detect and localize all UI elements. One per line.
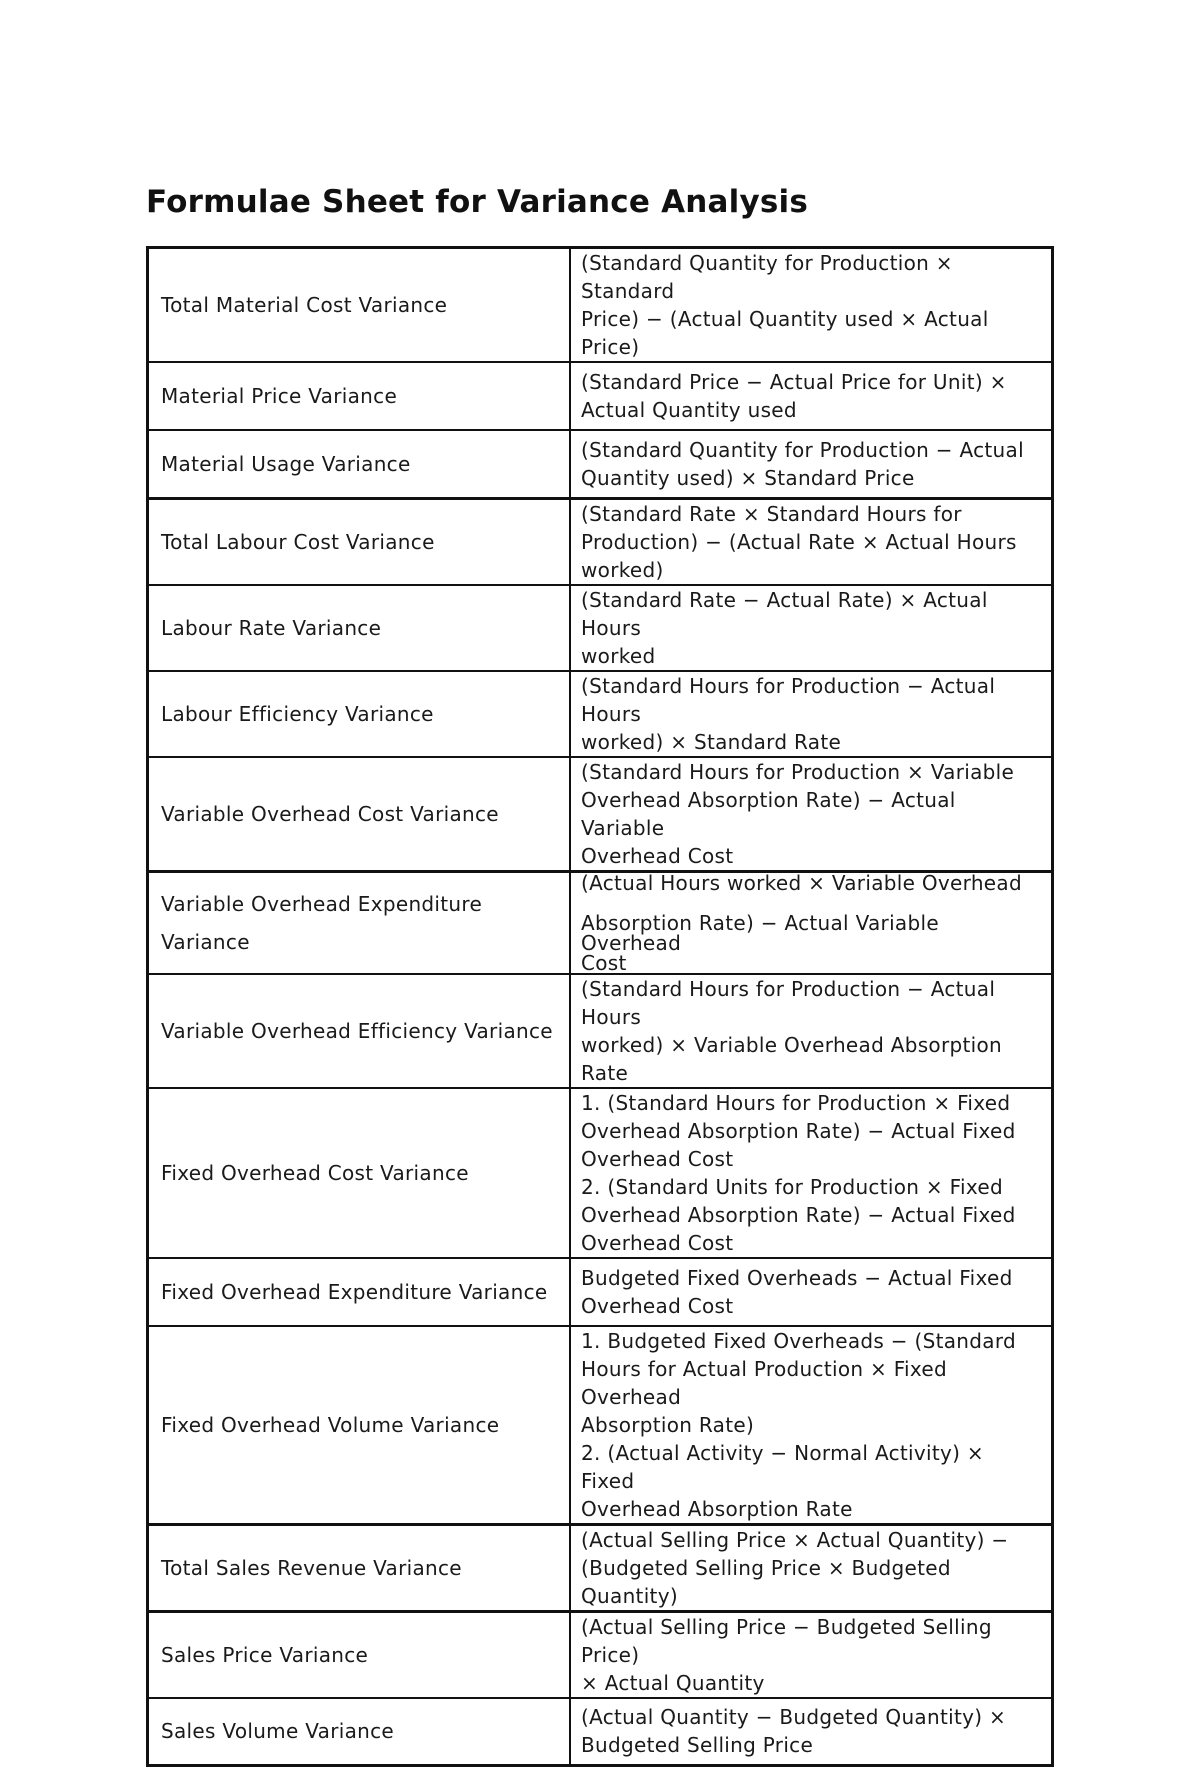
formula-cell: (Actual Selling Price − Budgeted Selling Price) × Actual Quantity <box>570 1611 1053 1698</box>
variance-name-cell: Fixed Overhead Volume Variance <box>148 1326 571 1525</box>
table-row <box>148 248 1053 363</box>
formula-cell: (Standard Quantity for Production − Actual Quantity used) × Standard Price <box>570 430 1053 498</box>
formula-cell: (Actual Selling Price × Actual Quantity) − (Budgeted Selling Price × Budgeted Quantity) <box>570 1524 1053 1611</box>
variance-name-cell: Fixed Overhead Cost Variance <box>148 1088 571 1258</box>
formula-cell: (Standard Rate − Actual Rate) × Actual Hours worked <box>570 585 1053 671</box>
formula-cell: (Standard Price − Actual Price for Unit) × Actual Quantity used <box>570 362 1053 430</box>
formula-cell: (Standard Hours for Production − Actual Hours worked) × Variable Overhead Absorption Rate <box>570 974 1053 1088</box>
variance-name-cell: Material Price Variance <box>148 362 571 430</box>
formula-cell: 1. (Standard Hours for Production × Fixed Overhead Absorption Rate) − Actual Fixed Overhead Cost 2. (Standard Units for Production × Fixed Overhead Absorption Rate) − Actual Fixed Overhead Cost <box>570 1088 1053 1258</box>
variance-name-cell: Sales Price Variance <box>148 1611 571 1698</box>
table-row <box>148 430 1053 498</box>
formula-cell: (Standard Hours for Production × Variable Overhead Absorption Rate) − Actual Variable Overhead Cost <box>570 757 1053 872</box>
variance-name-cell: Labour Efficiency Variance <box>148 671 571 757</box>
formula-cell: Budgeted Fixed Overheads − Actual Fixed Overhead Cost <box>570 1258 1053 1326</box>
variance-name-cell: Variable Overhead Cost Variance <box>148 757 571 872</box>
table-row <box>148 498 1053 585</box>
table-row <box>148 871 1053 974</box>
table-row <box>148 1326 1053 1525</box>
variance-name-cell: Sales Volume Variance <box>148 1698 571 1766</box>
variance-name-cell: Variable Overhead Efficiency Variance <box>148 974 571 1088</box>
table-row <box>148 585 1053 671</box>
variance-name-cell: Total Sales Revenue Variance <box>148 1524 571 1611</box>
table-row <box>148 671 1053 757</box>
variance-name-cell: Total Material Cost Variance <box>148 248 571 363</box>
formula-cell: (Actual Quantity − Budgeted Quantity) × Budgeted Selling Price <box>570 1698 1053 1766</box>
variance-name-cell: Fixed Overhead Expenditure Variance <box>148 1258 571 1326</box>
formulae-table <box>146 246 1054 1767</box>
table-row <box>148 757 1053 872</box>
variance-name-cell: Total Labour Cost Variance <box>148 498 571 585</box>
variance-name-cell: Material Usage Variance <box>148 430 571 498</box>
formula-cell: (Actual Hours worked × Variable Overhead Absorption Rate) − Actual Variable Overhead Cost <box>570 871 1053 974</box>
table-row <box>148 362 1053 430</box>
page-title: Formulae Sheet for Variance Analysis <box>146 184 809 220</box>
formula-cell: (Standard Hours for Production − Actual Hours worked) × Standard Rate <box>570 671 1053 757</box>
variance-name-cell: Variable Overhead Expenditure Variance <box>148 871 571 974</box>
table-row <box>148 1698 1053 1766</box>
variance-name-cell: Labour Rate Variance <box>148 585 571 671</box>
table-row <box>148 1258 1053 1326</box>
formula-cell: (Standard Rate × Standard Hours for Production) − (Actual Rate × Actual Hours worked) <box>570 498 1053 585</box>
table-row <box>148 1088 1053 1258</box>
formula-cell: 1. Budgeted Fixed Overheads − (Standard Hours for Actual Production × Fixed Overhead Absorption Rate) 2. (Actual Activity − Normal Activity) × Fixed Overhead Absorption Rate <box>570 1326 1053 1525</box>
table-row <box>148 1611 1053 1698</box>
formula-cell: (Standard Quantity for Production × Standard Price) − (Actual Quantity used × Actual Price) <box>570 248 1053 363</box>
table-row <box>148 1524 1053 1611</box>
table-row <box>148 974 1053 1088</box>
